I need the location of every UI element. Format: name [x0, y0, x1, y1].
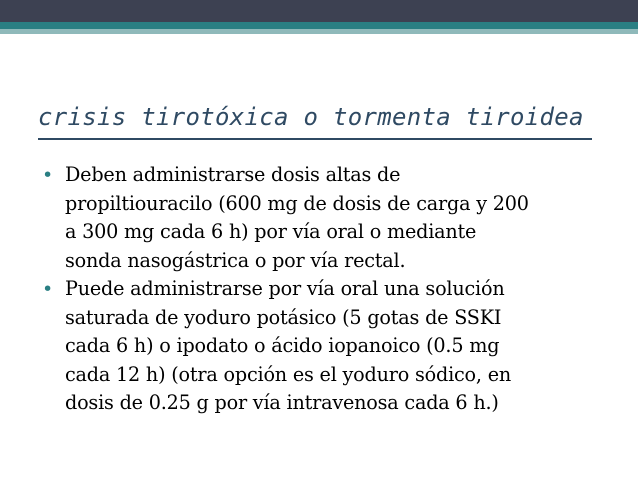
header-band — [0, 0, 638, 22]
bullet-marker: • — [42, 164, 54, 186]
bullet-line: propiltiouracilo (600 mg de dosis de carga y 200 — [65, 191, 529, 215]
bullet-list — [42, 161, 612, 418]
bullet-line: saturada de yoduro potásico (5 gotas de SSKI — [65, 305, 502, 329]
bullet-line: Deben administrarse dosis altas de — [65, 163, 401, 186]
slide-title: crisis tirotóxica o tormenta tiroidea — [38, 103, 584, 131]
bullet-line: dosis de 0.25 g por vía intravenosa cada 6 h.) — [65, 391, 499, 414]
bullet-line: sonda nasogástrica o por vía rectal. — [65, 248, 406, 272]
bullet-line: Puede administrarse por vía oral una solución — [65, 277, 505, 300]
bullet-line: cada 6 h) o ipodato o ácido iopanoico (0.5 mg — [65, 334, 500, 357]
bullet-item-2 — [42, 275, 612, 418]
header-stripe-light — [0, 29, 638, 34]
bullet-item-1 — [42, 161, 612, 275]
header-stripe-teal — [0, 22, 638, 29]
bullet-marker: • — [42, 278, 54, 300]
bullet-line: cada 12 h) (otra opción es el yoduro sódico, en — [65, 362, 512, 386]
title-underline — [38, 138, 592, 140]
bullet-line: a 300 mg cada 6 h) por vía oral o mediante — [65, 220, 477, 243]
